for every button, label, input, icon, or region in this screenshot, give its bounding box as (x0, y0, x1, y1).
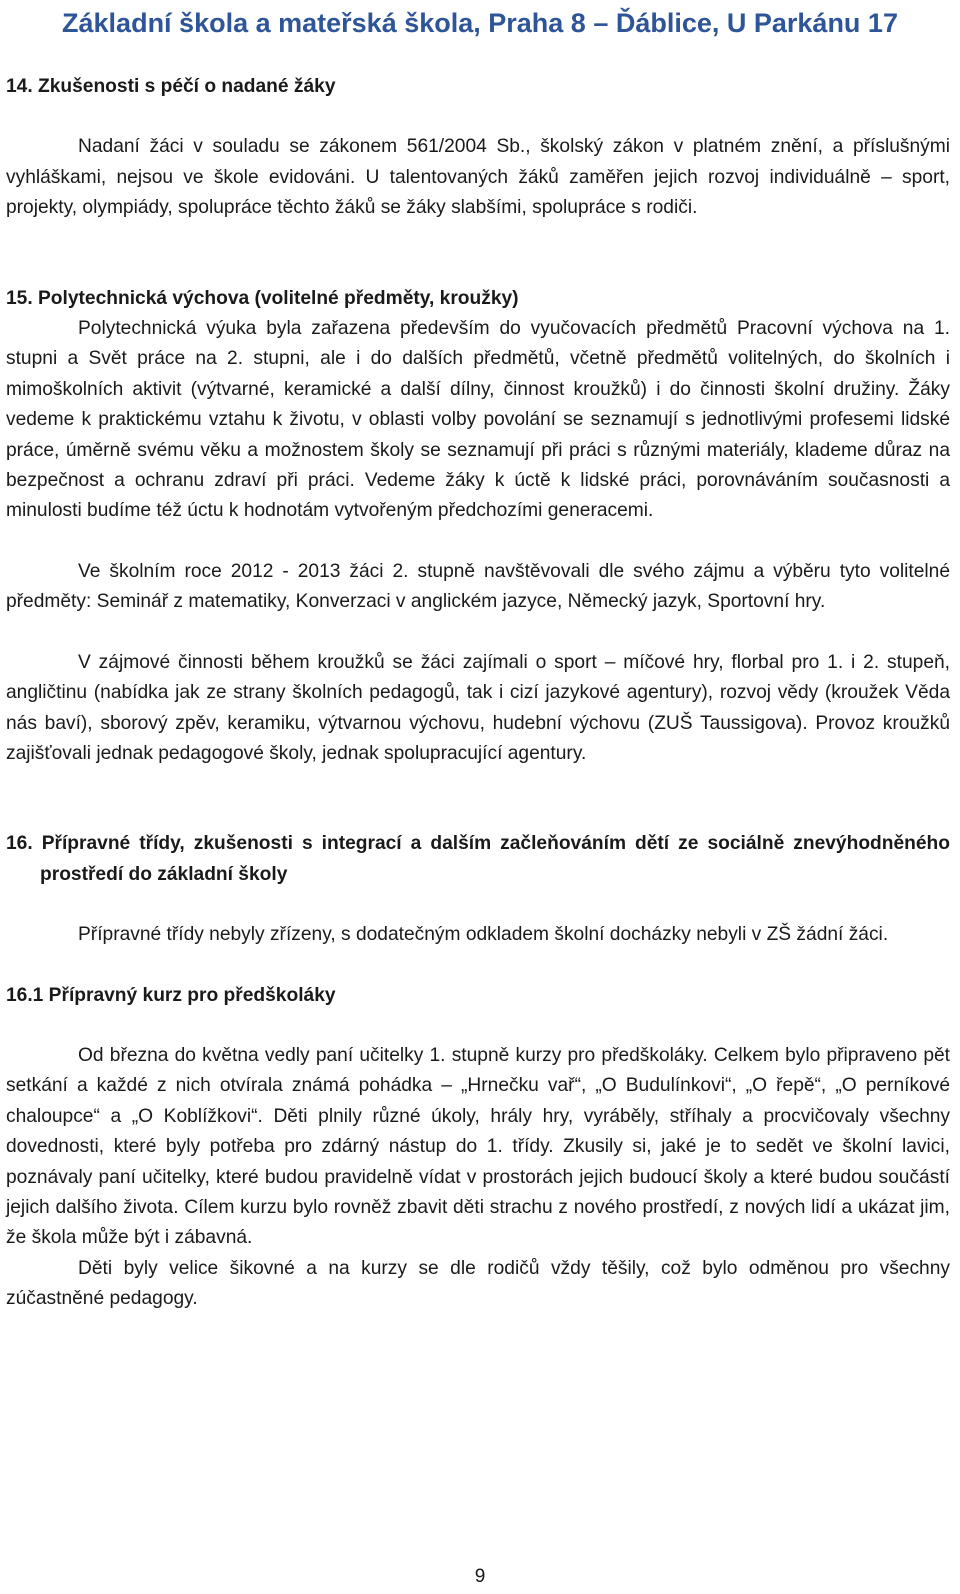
section-14-heading: 14. Zkušenosti s péčí o nadané žáky (6, 76, 336, 97)
section-16-1-paragraph-2: Děti byly velice šikovné a na kurzy se dle rodičů vždy těšily, což bylo odměnou pro všechny zúčastněné pedagogy. (6, 1257, 950, 1310)
section-16 (6, 829, 950, 950)
section-15-paragraph-1: Polytechnická výuka byla zařazena především do vyučovacích předmětů Pracovní výchova na 1. stupni a Svět práce na 2. stupni, ale i do dalších předmětů, včetně předmětů volitelných, do školních i mimoškolních aktivit (výtvarné, keramické a další dílny, činnost kroužků) i do činnosti školní družiny. Žáky vedeme k praktickému vztahu k životu, v oblasti volby povolání se seznamují s jednotlivými profesemi lidské práce, úměrně svému věku a možnostem školy se seznamují při práci s různými materiály, klademe důraz na bezpečnost a ochranu zdraví při práci. Vedeme žáky k úctě k lidské práci, porovnáváním současnosti a minulosti budíme též úctu k hodnotám vytvořeným předchozími generacemi. (6, 318, 950, 522)
section-14 (6, 72, 950, 224)
page-header: Základní škola a mateřská škola, Praha 8 – Ďáblice, U Parkánu 17 (62, 8, 898, 38)
section-16-1-paragraph-1: Od března do května vedly paní učitelky 1. stupně kurzy pro předškoláky. Celkem bylo připraveno pět setkání a každé z nich otvírala známá pohádka – „Hrnečku vař“, „O Budulínkovi“, „O řepě“, „O perníkové chaloupce“ a „O Koblížkovi“. Děti plnily různé úkoly, hrály hry, vyráběly, stříhaly a procvičovaly všechny dovednosti, které byly potřeba pro zdárný nástup do 1. třídy. Zkusily si, jaké je to sedět ve školní lavici, poznávaly paní učitelky, které budou pravidelně vídat v prostorách jejich budoucí školy a které budou součástí jejich dalšího života. Cílem kurzu bylo rovněž zbavit děti strachu z nového prostředí, z nových lidí a ukázat jim, že škola může být i zábavná. (6, 1044, 950, 1249)
section-16-1-heading: 16.1 Přípravný kurz pro předškoláky (6, 984, 336, 1006)
section-15-paragraph-3: V zájmové činnosti během kroužků se žáci zajímali o sport – míčové hry, florbal pro 1. i 2. stupeň, angličtinu (nabídka jak ze strany školních pedagogů, tak i cizí jazykové agentury), rozvoj vědy (kroužek Věda nás baví), sborový zpěv, keramiku, výtvarnou výchovu, hudební výchovu (ZUŠ Taussigova). Provoz kroužků zajišťovali jednak pedagogové školy, jednak spolupracující agentury. (6, 651, 950, 764)
section-16-1 (6, 981, 950, 1315)
page-number: 9 (474, 1566, 486, 1587)
section-14-paragraph: Nadaní žáci v souladu se zákonem 561/2004 Sb., školský zákon v platném znění, a příslušnými vyhláškami, nejsou ve škole evidováni. U talentovaných žáků zaměřen jejich rozvoj individuálně – sport, projekty, olympiády, spolupráce těchto žáků se žáky slabšími, spolupráce s rodiči. (6, 136, 950, 219)
section-16-heading: 16. Přípravné třídy, zkušenosti s integrací a dalším začleňováním dětí ze sociálně znevýhodněného prostředí do základní školy (6, 833, 950, 885)
section-15 (6, 284, 950, 770)
section-16-paragraph: Přípravné třídy nebyly zřízeny, s dodatečným odkladem školní docházky nebyli v ZŠ žádní žáci. (78, 924, 889, 946)
section-15-heading: 15. Polytechnická výchova (volitelné předměty, kroužky) (6, 287, 519, 309)
document-body (6, 72, 950, 1315)
section-15-paragraph-2: Ve školním roce 2012 - 2013 žáci 2. stupně navštěvovali dle svého zájmu a výběru tyto volitelné předměty: Seminář z matematiky, Konverzaci v anglickém jazyce, Německý jazyk, Sportovní hry. (6, 560, 950, 613)
